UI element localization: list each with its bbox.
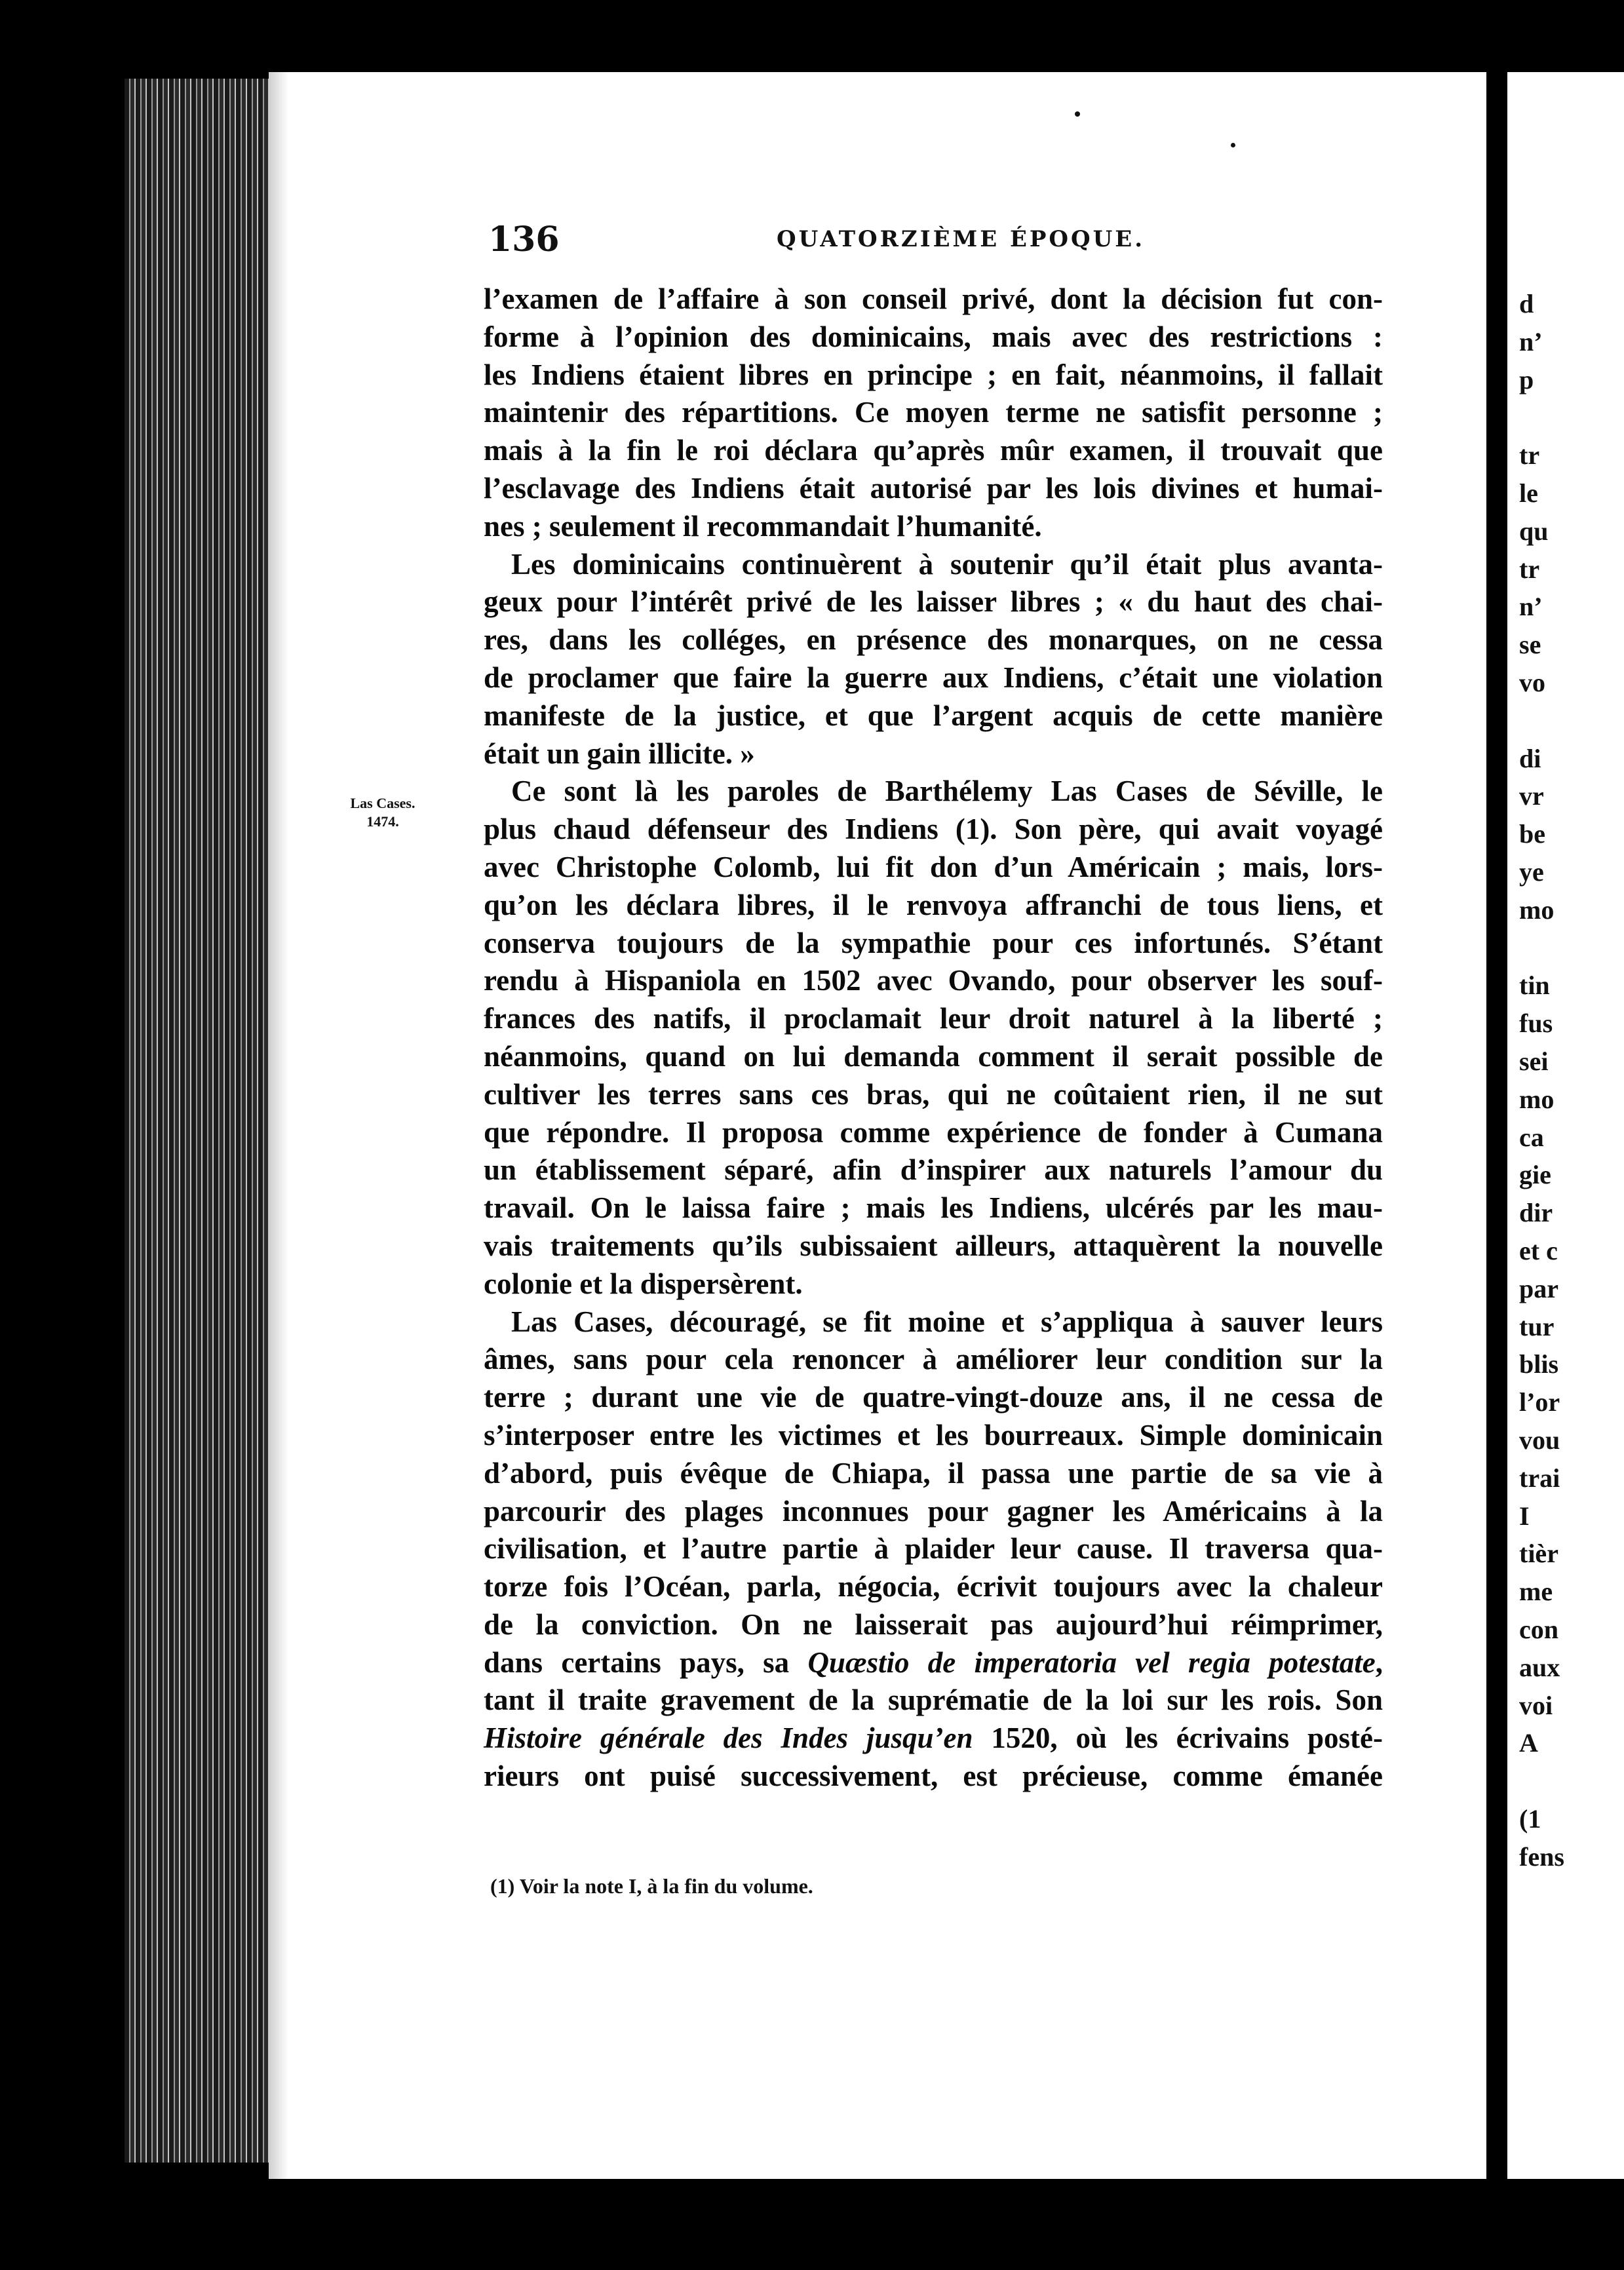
text-line (484, 1606, 1383, 1644)
next-page-fragment: d (1519, 289, 1534, 318)
text-run: torze fois l’Océan, parla, négocia, écrivit toujours avec la chaleur (484, 1570, 1383, 1604)
next-page-fragment: I (1519, 1501, 1530, 1531)
margin-note-name: Las Cases. (350, 795, 416, 811)
next-page-fragment: l’or (1519, 1387, 1560, 1417)
text-line (484, 1227, 1383, 1265)
italic-title: Quæstio de imperatoria vel regia potestate (807, 1645, 1376, 1679)
text-line (484, 1644, 1383, 1682)
text-run: qu’on les déclara libres, il le renvoya affranchi de tous liens, et (484, 888, 1383, 921)
text-run: l’esclavage des Indiens était autorisé par les lois divines et humai- (484, 471, 1383, 505)
page-header (488, 220, 1380, 265)
next-page-fragment: n’ (1519, 326, 1543, 356)
text-line (484, 1455, 1383, 1493)
text-line (484, 697, 1383, 735)
text-run: colonie et la dispersèrent. (484, 1267, 803, 1300)
text-run: 1520, où les écrivains posté- (973, 1722, 1383, 1755)
next-page-fragment: sei (1519, 1047, 1549, 1076)
text-run: frances des natifs, il proclamait leur droit naturel à la liberté ; (484, 1002, 1383, 1035)
text-line (484, 1341, 1383, 1379)
next-page-fragment: et c (1519, 1236, 1558, 1265)
text-line (484, 887, 1383, 925)
body-text (484, 280, 1383, 1796)
text-line (484, 735, 1383, 773)
text-line (484, 1114, 1383, 1152)
next-page-fragment: me (1519, 1577, 1553, 1607)
text-run: rendu à Hispaniola en 1502 avec Ovando, pour observer les souf- (484, 964, 1383, 997)
next-page-fragment: tièr (1519, 1539, 1558, 1569)
next-page-fragment: gie (1519, 1160, 1551, 1190)
next-page-fragment: p (1519, 364, 1534, 394)
next-page-fragment: aux (1519, 1652, 1560, 1682)
text-line (484, 1682, 1383, 1720)
italic-title: Histoire générale des Indes jusqu’en (484, 1722, 973, 1755)
text-run: , (1375, 1645, 1383, 1679)
text-line (484, 1265, 1383, 1303)
text-run: que répondre. Il proposa comme expérience de fonder à Cumana (484, 1115, 1383, 1149)
print-speck (1075, 111, 1080, 117)
text-line (484, 1758, 1383, 1796)
text-run: plus chaud défenseur des Indiens (1). Son père, qui avait voyagé (484, 813, 1383, 846)
text-line (484, 1000, 1383, 1038)
text-run: Les dominicains continuèrent à soutenir qu’il était plus avanta- (511, 547, 1383, 581)
text-run: cultiver les terres sans ces bras, qui ne coûtaient rien, il ne sut (484, 1077, 1383, 1111)
text-line (484, 1530, 1383, 1568)
page-number: 136 (488, 220, 560, 260)
next-page-fragment: dir (1519, 1198, 1553, 1228)
running-head: QUATORZIÈME ÉPOQUE. (777, 226, 1146, 252)
text-run: nes ; seulement il recommandait l’humanité. (484, 509, 1042, 543)
page-gap (1486, 72, 1507, 2179)
next-page-fragment: ye (1519, 857, 1544, 887)
margin-note (341, 794, 425, 831)
text-run: manifeste de la justice, et que l’argent acquis de cette manière (484, 699, 1383, 732)
text-line (484, 394, 1383, 432)
text-line (484, 508, 1383, 546)
next-page-fragment: le (1519, 478, 1538, 508)
text-run: s’interposer entre les victimes et les bourreaux. Simple dominicain (484, 1418, 1383, 1452)
text-line (484, 849, 1383, 887)
next-page-fragment: con (1519, 1615, 1558, 1644)
next-page-fragment: vo (1519, 668, 1545, 697)
text-line (484, 318, 1383, 356)
text-run: de proclamer que faire la guerre aux Indiens, c’était une violation (484, 661, 1383, 694)
text-line (484, 583, 1383, 621)
text-run: conserva toujours de la sympathie pour ces infortunés. S’étant (484, 926, 1383, 959)
text-line (484, 432, 1383, 470)
text-line (484, 356, 1383, 394)
text-line (484, 1417, 1383, 1455)
next-page-fragment: qu (1519, 516, 1549, 546)
text-run: civilisation, et l’autre partie à plaider leur cause. Il traversa qua- (484, 1532, 1383, 1566)
text-line (484, 546, 1383, 584)
next-page-fragment: tin (1519, 971, 1550, 1001)
next-page-fragment: (1 (1519, 1804, 1541, 1834)
text-run: d’abord, puis évêque de Chiapa, il passa une partie de sa vie à (484, 1456, 1383, 1490)
text-line (484, 621, 1383, 659)
text-run: maintenir des répartitions. Ce moyen terme ne satisfit personne ; (484, 396, 1383, 429)
text-line (484, 962, 1383, 1000)
next-page-fragment: blis (1519, 1349, 1559, 1379)
next-page-fragment: A (1519, 1728, 1538, 1758)
footnote: (1) Voir la note I, à la fin du volume. (490, 1874, 813, 1898)
text-run: parcourir des plages inconnues pour gagner les Américains à la (484, 1494, 1383, 1528)
text-run: un établissement séparé, afin d’inspirer aux naturels l’amour du (484, 1153, 1383, 1187)
text-line (484, 1303, 1383, 1341)
text-run: tant il traite gravement de la suprématie de la loi sur les rois. Son (484, 1683, 1383, 1717)
text-run: terre ; durant une vie de quatre-vingt-douze ans, il ne cessa de (484, 1381, 1383, 1414)
text-run: vais traitements qu’ils subissaient ailleurs, attaquèrent la nouvelle (484, 1229, 1383, 1262)
next-page-fragment: vou (1519, 1425, 1560, 1455)
next-page-fragment: n’ (1519, 592, 1543, 622)
page-edges (125, 79, 275, 2163)
text-line (484, 925, 1383, 963)
text-line (484, 1076, 1383, 1114)
text-run: res, dans les colléges, en présence des monarques, on ne cessa (484, 623, 1383, 657)
text-line (484, 1038, 1383, 1076)
next-page-fragment: fens (1519, 1841, 1564, 1872)
text-run: l’examen de l’affaire à son conseil privé, dont la décision fut con- (484, 282, 1383, 315)
text-run: geux pour l’intérêt privé de les laisser libres ; « du haut des chai- (484, 585, 1383, 619)
next-page-fragment: ca (1519, 1122, 1544, 1152)
next-page-fragment: tur (1519, 1311, 1555, 1341)
text-line (484, 280, 1383, 318)
text-run: avec Christophe Colomb, lui fit don d’un Américain ; mais, lors- (484, 850, 1383, 883)
next-page-fragment: voi (1519, 1690, 1553, 1720)
next-page-fragment: par (1519, 1273, 1558, 1303)
next-page-fragment: se (1519, 630, 1541, 660)
text-run: était un gain illicite. » (484, 737, 755, 770)
next-page-fragment: vr (1519, 781, 1544, 811)
text-run: rieurs ont puisé successivement, est précieuse, comme émanée (484, 1760, 1383, 1793)
text-line (484, 1493, 1383, 1531)
text-run: Las Cases, découragé, se fit moine et s’appliqua à sauver leurs (511, 1305, 1383, 1338)
next-page-fragment: fus (1519, 1009, 1553, 1039)
text-line (484, 470, 1383, 508)
text-run: de la conviction. On ne laisserait pas aujourd’hui réimprimer, (484, 1607, 1383, 1641)
next-page-fragment: mo (1519, 895, 1555, 925)
next-page-fragment: tr (1519, 440, 1540, 471)
text-line (484, 811, 1383, 849)
text-line (484, 1189, 1383, 1227)
margin-note-year: 1474. (366, 813, 399, 830)
text-line (484, 659, 1383, 697)
next-page-fragment: tr (1519, 554, 1540, 584)
text-line (484, 1379, 1383, 1417)
next-page-fragment: be (1519, 819, 1545, 849)
text-line (484, 1568, 1383, 1606)
next-page-fragment: mo (1519, 1084, 1555, 1114)
text-line (484, 1720, 1383, 1758)
text-run: forme à l’opinion des dominicains, mais avec des restrictions : (484, 320, 1383, 353)
text-run: dans certains pays, sa (484, 1645, 808, 1679)
text-run: âmes, sans pour cela renoncer à améliorer leur condition sur la (484, 1343, 1383, 1376)
text-run: les Indiens étaient libres en principe ; en fait, néanmoins, il fallait (484, 358, 1383, 391)
text-run: travail. On le laissa faire ; mais les Indiens, ulcérés par les mau- (484, 1191, 1383, 1225)
text-run: néanmoins, quand on lui demanda comment il serait possible de (484, 1039, 1383, 1073)
page-gutter-shadow (269, 72, 288, 2179)
text-run: Ce sont là les paroles de Barthélemy Las Cases de Séville, le (511, 775, 1383, 808)
next-page-fragment: trai (1519, 1463, 1560, 1493)
text-line (484, 773, 1383, 811)
print-speck (1231, 143, 1235, 147)
text-line (484, 1151, 1383, 1189)
next-page-fragment: di (1519, 743, 1541, 773)
text-run: mais à la fin le roi déclara qu’après mûr examen, il trouvait que (484, 434, 1383, 467)
